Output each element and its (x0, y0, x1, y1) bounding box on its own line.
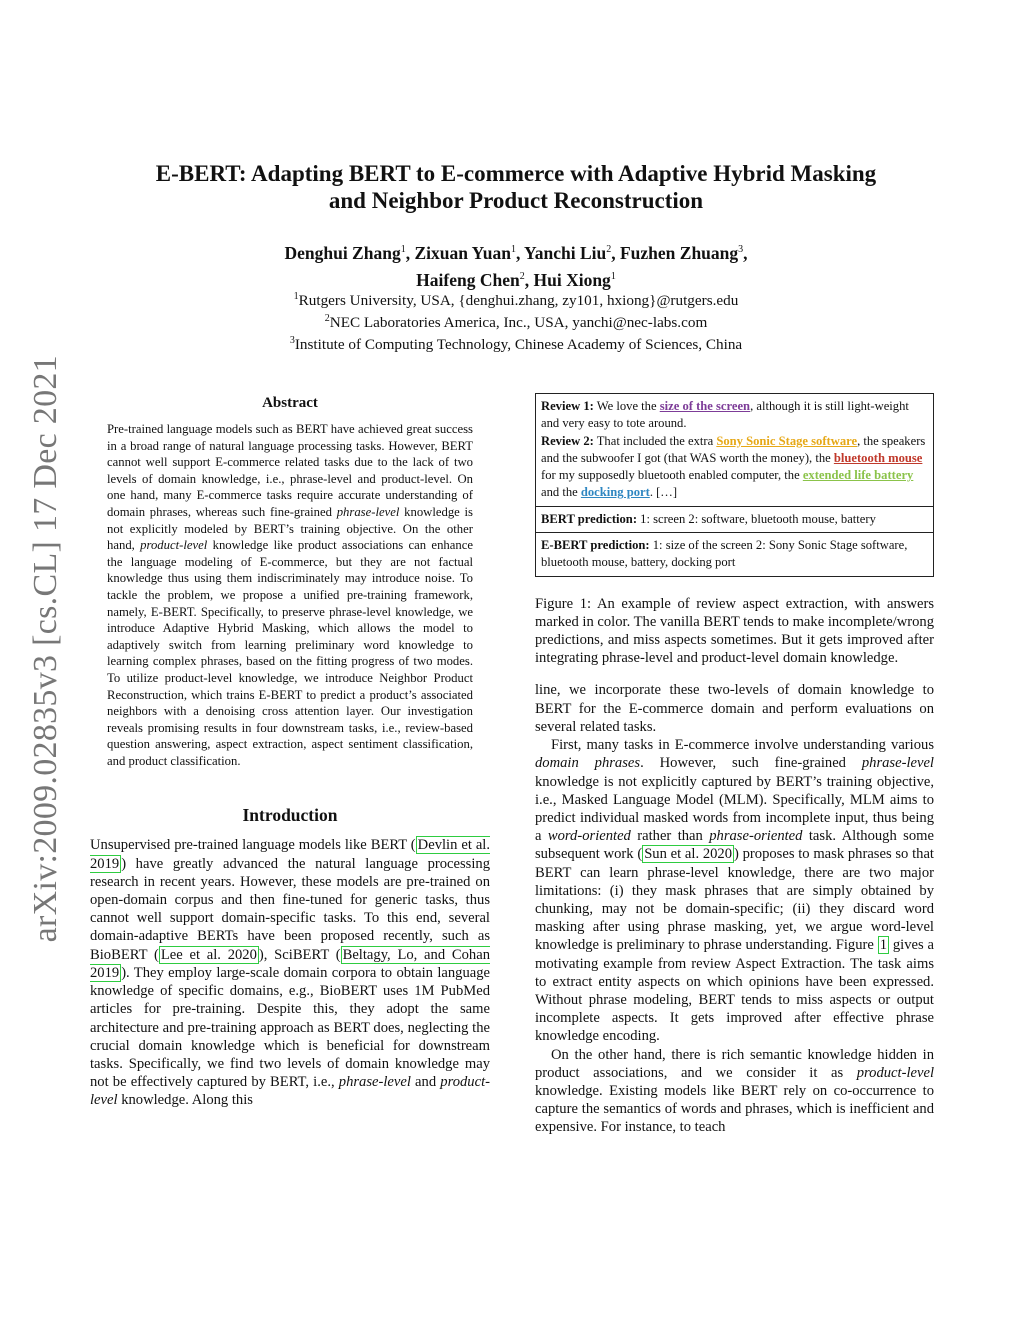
intro-text: Unsupervised pre-trained language models like BERT ( (90, 837, 416, 854)
body-emphasis: word-oriented (547, 828, 631, 845)
title-line-1: E-BERT: Adapting BERT to E-commerce with Adaptive Hybrid Masking (155, 161, 877, 186)
figure-reviews (536, 394, 933, 506)
aspect-highlight: size of the screen (659, 399, 751, 413)
body-text: First, many tasks in E-commerce involve understanding various (551, 737, 934, 754)
author-sep: , (743, 242, 748, 263)
intro-text: ) have greatly advanced the natural language processing research in recent years. However, these models are pre-trained on open-domain corpus and then fine-tuned for generic tasks, thus cannot well support domain-specific tasks. To this end, several domain-adaptive BERTs have been proposed recently, such as BioBERT ( (90, 855, 490, 963)
paper-title (90, 160, 942, 214)
affil-sup: 2 (324, 313, 330, 325)
arxiv-stamp-text: arXiv:2009.02835v3 [cs.CL] 17 Dec 2021 (27, 355, 64, 943)
abstract-heading: Abstract (262, 395, 318, 411)
right-paragraph-3 (535, 1046, 934, 1137)
review-text: and the (541, 485, 581, 500)
body-text: . However, such fine-grained (640, 755, 862, 772)
body-emphasis: phrase-oriented (709, 828, 803, 845)
author-sup: 2 (606, 244, 612, 255)
author-name: Denghui Zhang (284, 242, 401, 263)
right-paragraph-2 (535, 736, 934, 1045)
prediction-label: BERT prediction: (541, 511, 638, 526)
author-line-1 (90, 238, 942, 265)
author-name: Haifeng Chen (416, 269, 520, 290)
citation-link[interactable]: Sun et al. 2020 (644, 846, 733, 863)
author-sup: 1 (510, 244, 516, 255)
review-text: . […] (649, 485, 678, 500)
prediction-text: 1: screen 2: software, bluetooth mouse, battery (637, 511, 876, 526)
abstract-text: knowledge is not explicitly modeled by BERT’s training objective. On the other hand, (107, 504, 473, 553)
abstract-body (107, 421, 473, 769)
affiliation-3 (90, 332, 942, 354)
review-2 (541, 433, 928, 502)
intro-text: ), SciBERT ( (258, 946, 341, 963)
aspect-highlight: bluetooth mouse (833, 450, 923, 465)
aspect-highlight: docking port (580, 485, 650, 500)
citation-link[interactable]: Devlin et al. 2019 (90, 837, 490, 872)
aspect-highlight: extended life battery (802, 468, 914, 483)
affiliations (90, 288, 942, 354)
left-column (90, 393, 490, 1110)
intro-text: and (410, 1074, 441, 1091)
author-sup: 3 (738, 244, 744, 255)
author-list (90, 238, 942, 292)
intro-emphasis: product-level (90, 1074, 490, 1109)
review-1 (541, 398, 928, 433)
author-sup: 1 (400, 244, 406, 255)
introduction-heading: Introduction (242, 805, 338, 826)
review-label: Review 1: (541, 399, 594, 413)
author-name: , Hui Xiong (524, 269, 611, 290)
prediction-label: E-BERT prediction: (541, 538, 650, 553)
author-sup: 2 (519, 270, 525, 282)
intro-text: ). They employ large-scale domain corpora to obtain language knowledge of specific domains, e.g., BioBERT uses 1M PubMed articles for pre-training. Despite this, they adopt the same architecture and pre-training approach as BERT does, neglecting the crucial domain knowledge which is beneficial for downstream tasks. Specifically, we find two levels of domain knowledge may not be effectively captured by BERT, i.e., (90, 964, 490, 1091)
body-text: knowledge. Existing models like BERT rely on co-occurrence to capture the semantics of words and phrases, which is inefficient and expensive. For instance, to teach (535, 1082, 934, 1136)
body-text: task. Although some subsequent work ( (535, 828, 934, 863)
author-name: , Zixuan Yuan (405, 242, 511, 263)
body-text: rather than (630, 828, 710, 845)
review-text: , although it is still light-weight and very easy to tote around. (541, 399, 909, 431)
right-paragraph-1: line, we incorporate these two-levels of domain knowledge to BERT for the E-commerce domain and perform evaluations on several related tasks. (535, 682, 934, 735)
aspect-highlight: Sony Sonic Stage software (716, 433, 858, 448)
abstract-text: knowledge like product associations can enhance the language modeling of E-commerce, but they are not factual knowledge thus using them indiscriminately may introduce noise. To tackle the problem, we propose a unified pre-training framework, namely, E-BERT. Specifically, to preserve phrase-level knowledge, we introduce Adaptive Hybrid Masking, which allows the model to adaptively switch from learning preliminary word knowledge to learning complex phrases, based on the fitting progress of two modes. To utilize product-level knowledge, we introduce Neighbor Product Reconstruction, which trains E-BERT to predict a product’s associated neighbors with a denoising cross attention layer. Our investigation reveals promising results in four downstream tasks, i.e., review-based question answering, aspect extraction, aspect sentiment classification, and product classification. (107, 538, 473, 768)
affil-sup: 3 (289, 335, 295, 347)
figure-1-box (535, 393, 934, 577)
review-text: for my supposedly bluetooth enabled computer, the (541, 468, 803, 483)
affil-text: Rutgers University, USA, {denghui.zhang, zy101, hxiong}@rutgers.edu (298, 292, 739, 310)
body-text: gives a motivating example from review Aspect Extraction. The task aims to extract entity aspects on which opinions have been expressed. Without phrase modeling, BERT tends to miss aspects or output incomplete aspects. It gets improved after effective phrase knowledge encoding. (535, 937, 934, 1045)
figure-ref-link[interactable]: 1 (879, 937, 887, 954)
ebert-prediction-row (536, 532, 933, 576)
intro-emphasis: phrase-level (338, 1074, 411, 1091)
affil-sup: 1 (293, 291, 299, 302)
abstract-emphasis: product-level (140, 538, 208, 553)
author-name: , Fuzhen Zhuang (611, 242, 739, 263)
abstract-text: Pre-trained language models such as BERT have achieved great success in a broad range of natural language processing tasks. However, BERT cannot well support E-commerce related tasks due to the lack of two levels of domain knowledge, i.e., phrase-level and product-level. On one hand, many E-commerce tasks require accurate understanding of domain phrases, whereas such fine-grained (107, 422, 473, 519)
review-text: That included the extra (593, 433, 717, 448)
body-emphasis: product-level (856, 1064, 934, 1081)
review-text: We love the (593, 399, 660, 413)
citation-link[interactable]: Lee et al. 2020 (160, 946, 257, 963)
intro-text: knowledge. Along this (117, 1092, 253, 1109)
body-text: knowledge is not explicitly captured by BERT’s training objective, i.e., Masked Language Model (MLM). Specifically, MLM aims to predict individual masked words from incomplete input, thus being a (535, 773, 934, 845)
affil-text: NEC Laboratories America, Inc., USA, yanchi@nec-labs.com (329, 314, 708, 332)
abstract-emphasis: phrase-level (336, 504, 400, 519)
body-emphasis: domain phrases (535, 755, 641, 772)
body-emphasis: phrase-level (861, 755, 934, 772)
review-text: , the speakers and the subwoofer I got (that WAS worth the money), the (541, 433, 926, 465)
citation-link[interactable]: Beltagy, Lo, and Cohan 2019 (90, 946, 490, 981)
body-text: On the other hand, there is rich semantic knowledge hidden in product associations, and we consider it as (535, 1046, 934, 1081)
title-line-2: and Neighbor Product Reconstruction (328, 188, 704, 213)
body-text: ) proposes to mask phrases so that BERT can learn phrase-level knowledge, there are two major limitations: (i) they mask phrases that are simply obtained by chunking, may not be domain-specific; (ii) they discard word masking after using phrase masking, yet, we argue word-level knowledge is preliminary to phrase understanding. Figure (535, 846, 934, 954)
intro-paragraph (90, 836, 490, 1109)
prediction-text: 1: size of the screen 2: Sony Sonic Stage software, bluetooth mouse, battery, docking port (541, 538, 908, 570)
author-name: , Yanchi Liu (515, 242, 607, 263)
right-column (535, 393, 934, 1137)
affil-text: Institute of Computing Technology, Chinese Academy of Sciences, China (294, 336, 743, 354)
affiliation-2 (90, 310, 942, 332)
figure-1-caption: Figure 1: An example of review aspect extraction, with answers marked in color. The vanilla BERT tends to make incomplete/wrong predictions, and miss aspects sometimes. But it gets improved after integrating phrase-level and product-level domain knowledge. (535, 595, 935, 667)
bert-prediction-row (536, 506, 933, 532)
affiliation-1 (90, 288, 942, 310)
author-sup: 1 (610, 270, 616, 282)
review-label: Review 2: (541, 433, 594, 448)
